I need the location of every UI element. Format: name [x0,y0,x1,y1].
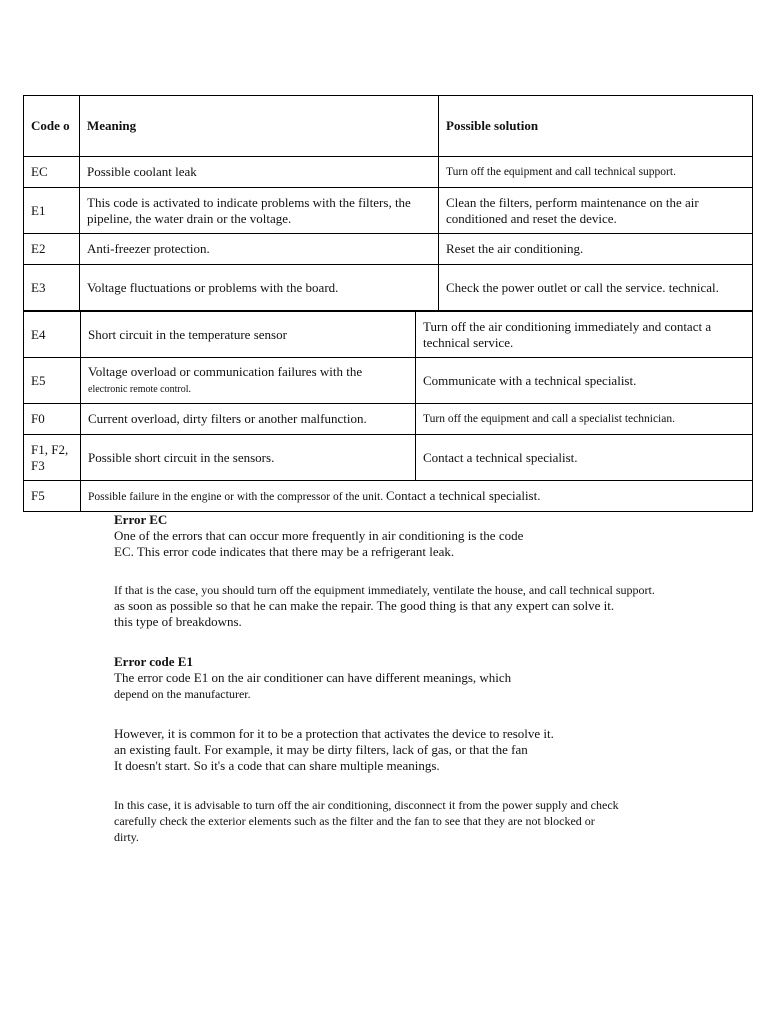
row-solution: Clean the filters, perform maintenance on the air conditioned and reset the device. [439,188,753,234]
row-meaning-solution [81,481,753,512]
row-code: F0 [24,404,81,435]
section-error-e1 [114,654,714,702]
row-code: E5 [24,358,81,404]
row-meaning: Voltage fluctuations or problems with the board. [80,265,439,311]
error-code-table-top [23,95,753,311]
table-row [24,188,753,234]
paragraph-line: carefully check the exterior elements such as the filter and the fan to see that they are not blocked or [114,814,595,828]
row-solution: Check the power outlet or call the service. technical. [439,265,753,311]
row-solution: Contact a technical specialist. [416,435,753,481]
paragraph-line: It doesn't start. So it's a code that can share multiple meanings. [114,758,440,773]
paragraph-line: as soon as possible so that he can make the repair. The good thing is that any expert can solve it. [114,598,615,613]
section-heading: Error code E1 [114,654,193,669]
header-meaning: Meaning [80,96,439,157]
row-code: F5 [24,481,81,512]
table-row [24,358,753,404]
row-solution: Turn off the air conditioning immediately and contact a technical service. [416,312,753,358]
paragraph-line: However, it is common for it to be a protection that activates the device to resolve it. [114,726,554,741]
paragraph-line: In this case, it is advisable to turn off the air conditioning, disconnect it from the power supply and check [114,798,619,812]
row-code: EC [24,157,80,188]
row-code: E3 [24,265,80,311]
row-code: E1 [24,188,80,234]
row-meaning: Possible failure in the engine or with the compressor of the unit. [88,490,384,503]
row-meaning-small: electronic remote control. [88,383,192,395]
row-meaning: Current overload, dirty filters or another malfunction. [81,404,416,435]
section-heading: Error EC [114,512,168,527]
table-row [24,404,753,435]
paragraph-line: The error code E1 on the air conditioner can have different meanings, which [114,670,512,685]
table-row [24,234,753,265]
table-row [24,481,753,512]
section-error-e1-p2 [114,726,714,774]
paragraph-line: One of the errors that can occur more frequently in air conditioning is the code [114,528,524,543]
table-row [24,265,753,311]
row-meaning: Short circuit in the temperature sensor [81,312,416,358]
table-row [24,157,753,188]
row-code: F1, F2, F3 [24,435,81,481]
paragraph-line: an existing fault. For example, it may be dirty filters, lack of gas, or that the fan [114,742,528,757]
paragraph-line: dirty. [114,830,139,844]
row-solution: Communicate with a technical specialist. [416,358,753,404]
row-meaning-main: Voltage overload or communication failures with the [88,363,363,379]
row-meaning: Possible short circuit in the sensors. [81,435,416,481]
paragraph-line: this type of breakdowns. [114,614,242,629]
table-header-row [24,96,753,157]
section-error-e1-p3 [114,797,714,845]
row-code: E4 [24,312,81,358]
section-error-ec [114,512,714,560]
table-row [24,435,753,481]
row-meaning: Possible coolant leak [80,157,439,188]
row-solution: Turn off the equipment and call a specialist technician. [416,404,753,435]
header-solution: Possible solution [439,96,753,157]
row-solution: Turn off the equipment and call technical support. [439,157,753,188]
row-solution: Contact a technical specialist. [385,487,541,503]
paragraph-line: If that is the case, you should turn off the equipment immediately, ventilate the house, and call technical support. [114,583,655,597]
table-row [24,312,753,358]
row-code: E2 [24,234,80,265]
row-meaning [81,358,416,404]
header-code: Code o [24,96,80,157]
row-meaning: Anti-freezer protection. [80,234,439,265]
row-solution: Reset the air conditioning. [439,234,753,265]
paragraph-line: depend on the manufacturer. [114,687,251,701]
paragraph-line: EC. This error code indicates that there may be a refrigerant leak. [114,544,455,559]
section-error-ec-p2 [114,582,714,630]
error-code-table-bottom [23,311,753,512]
row-meaning: This code is activated to indicate problems with the filters, the pipeline, the water drain or the voltage. [80,188,439,234]
